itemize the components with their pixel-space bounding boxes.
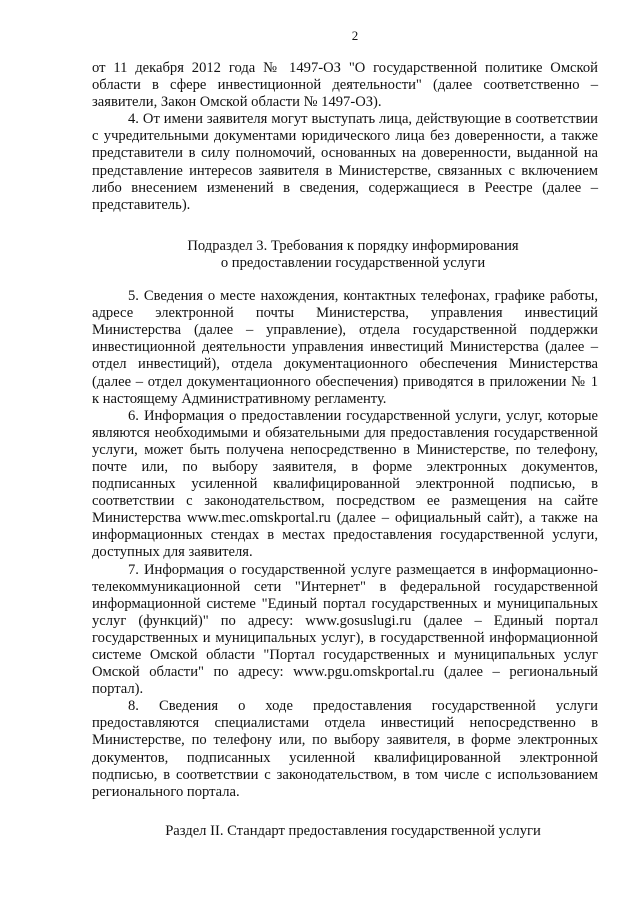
- subsection-heading-line-2: о предоставлении государственной услуги: [220, 254, 486, 271]
- paragraph-8: 8. Сведения о ходе предоставления государственной услуги предоставляются специалистами отдела инвестиций непосредственно в Министерстве, по телефону или, по выбору заявителя, в форме электронных документов, подписанных усиленной квалифицированной электронной подписью, в соответствии с законодательством, в том числе с использованием регионального портала.: [92, 698, 598, 800]
- paragraph-6: 6. Информация о предоставлении государственной услуги, услуг, которые являются необходимыми и обязательными для предоставления государственной услуги, может быть получена непосредственно в Министерстве, по телефону, почте или, по выбору заявителя, в форме электронных документов, подписанных усиленной квалифицированной электронной подписью, в соответствии с законодательством, посредством ее размещения на сайте Министерства www.mec.omskportal.ru (далее – официальный сайт), а также на информационных стендах в местах предоставления государственной услуги, доступных для заявителя.: [92, 407, 598, 561]
- paragraph-4: 4. От имени заявителя могут выступать лица, действующие в соответствии с учредительными документами юридического лица без доверенности, а также представители в силу полномочий, основанных на доверенности, выданной на представление интересов заявителя в Министерстве, связанных с включением либо внесением изменений в сведения, содержащиеся в Реестре (далее – представитель).: [92, 111, 598, 213]
- paragraph-7: 7. Информация о государственной услуге размещается в информационно-телекоммуникационной сети "Интернет" в федеральной государственной информационной системе "Единый портал государственных и муниципальных услуг (функций)" по адресу: www.gosuslugi.ru (далее – Единый портал государственных и муниципальных услуг), в государственной информационной системе Омской области "Портал государственных и муниципальных услуг Омской области" по адресу: www.pgu.omskportal.ru (далее – региональный портал).: [92, 561, 598, 698]
- document-page: [92, 28, 598, 840]
- page-number: 2: [351, 28, 359, 43]
- subsection-heading-line-1: Подраздел 3. Требования к порядку информирования: [187, 237, 519, 254]
- subsection-heading: [92, 238, 598, 272]
- paragraph-continuation: от 11 декабря 2012 года № 1497-ОЗ "О государственной политике Омской области в сфере инвестиционной деятельности" (далее соответственно – заявители, Закон Омской области № 1497-ОЗ).: [92, 60, 598, 111]
- section-heading: Раздел II. Стандарт предоставления государственной услуги: [165, 822, 541, 839]
- paragraph-5: 5. Сведения о месте нахождения, контактных телефонах, графике работы, адресе электронной почты Министерства, управления инвестиций Министерства (далее – управление), отдела государственной поддержки инвестиционной деятельности управления инвестиций Министерства (далее – отдел инвестиций), отдела документационного обеспечения Министерства (далее – отдел документационного обеспечения) приводятся в приложении № 1 к настоящему Административному регламенту.: [92, 288, 598, 407]
